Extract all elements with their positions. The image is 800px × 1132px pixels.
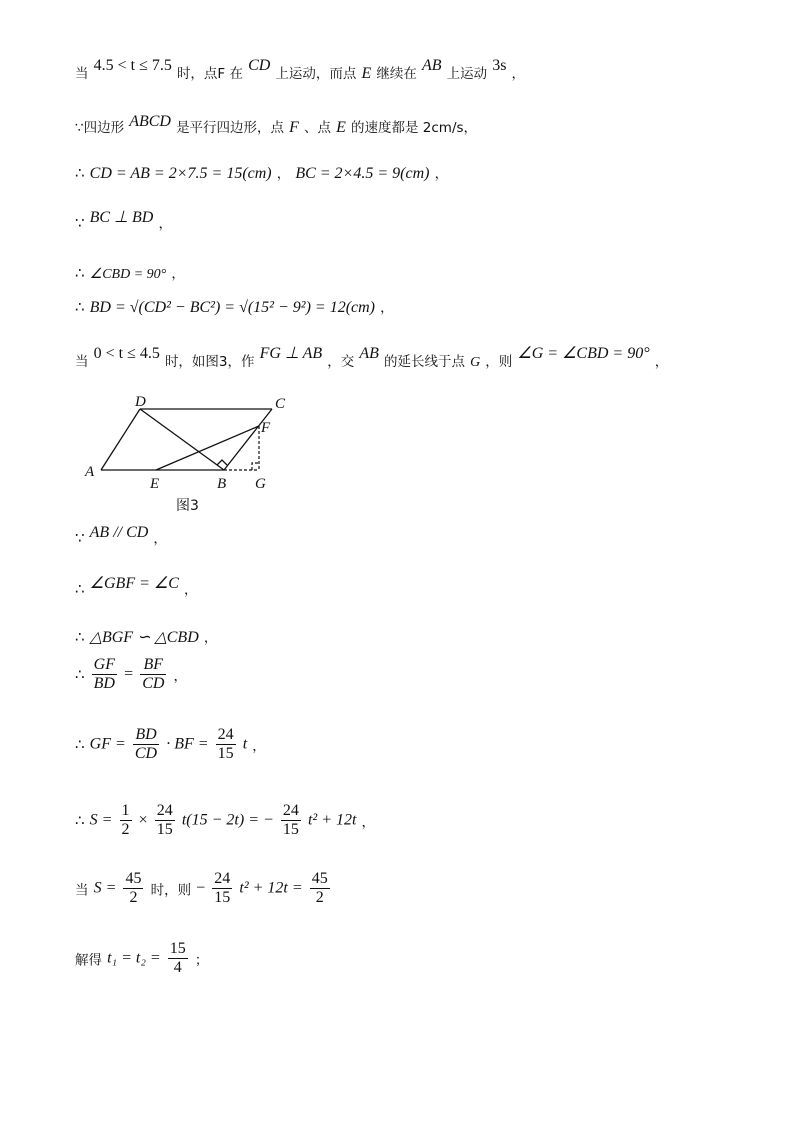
numerator: BF	[140, 656, 166, 675]
text: ∵	[75, 214, 85, 232]
math: GF =	[89, 735, 126, 753]
denominator: 4	[173, 959, 182, 976]
text: ，	[171, 266, 185, 282]
label-E: E	[150, 476, 160, 492]
right-angle-mark-G	[252, 463, 259, 470]
denominator: CD	[142, 675, 165, 692]
label-A: A	[85, 464, 95, 480]
numerator: 24	[282, 802, 299, 819]
denominator: 15	[217, 745, 234, 762]
text: ，	[654, 354, 669, 370]
text: ，	[380, 300, 394, 316]
text: ，	[434, 166, 449, 182]
text: ∴	[75, 811, 85, 830]
line-3	[75, 162, 448, 183]
line-15	[75, 940, 208, 977]
text: ，	[276, 166, 291, 182]
text: ，则	[485, 354, 513, 370]
fraction	[92, 656, 117, 693]
math: BD = √(CD² − BC²) = √(15² − 9²) = 12(cm)	[89, 299, 375, 316]
line-5	[75, 262, 185, 283]
math: ∠GBF = ∠C	[89, 575, 179, 592]
math: E	[336, 119, 346, 136]
numerator: 24	[217, 726, 234, 743]
text: ，	[252, 738, 266, 755]
math: t₁ = t₂ =	[107, 949, 161, 967]
fraction	[120, 802, 132, 839]
math: BC = 2×4.5 = 9(cm)	[295, 165, 430, 182]
line-9	[75, 575, 198, 599]
numerator: 24	[156, 802, 173, 819]
fraction	[310, 870, 330, 907]
text: ，	[173, 668, 188, 685]
line-11	[75, 656, 187, 693]
math: BC ⊥ BD	[89, 209, 154, 226]
text: ∴	[75, 264, 85, 282]
math: AB	[421, 57, 442, 74]
numerator: GF	[93, 656, 115, 673]
math: 3s	[492, 57, 507, 74]
denominator: 2	[315, 889, 324, 906]
math: S =	[93, 879, 117, 897]
fraction	[281, 802, 301, 839]
line-8	[75, 524, 167, 548]
fraction	[168, 940, 188, 977]
fraction	[133, 726, 159, 763]
text: ，	[361, 814, 376, 831]
text: ∴	[75, 665, 85, 684]
numerator: BD	[133, 726, 159, 745]
math: t² + 12t =	[239, 879, 303, 897]
denominator: 15	[214, 889, 231, 906]
text: ∴	[75, 164, 85, 182]
math: △BGF ∽ △CBD	[89, 629, 199, 646]
text: ，	[153, 531, 167, 547]
text: ∴	[75, 735, 85, 754]
text: ，交	[327, 354, 355, 370]
denominator: 2	[121, 821, 130, 838]
right-angle-mark-B	[217, 460, 227, 465]
line-14	[75, 870, 332, 907]
diagonal-DB	[140, 409, 224, 470]
math: AB // CD	[89, 524, 149, 541]
text: 上运动，而点	[275, 66, 357, 82]
minus: −	[196, 879, 206, 897]
label-F: F	[261, 420, 271, 436]
text: ，	[511, 66, 526, 82]
label-C: C	[275, 396, 286, 412]
equals: =	[124, 665, 134, 683]
text: ∵四边形	[75, 120, 125, 136]
denominator: 15	[282, 821, 299, 838]
parallelogram-diagram	[80, 392, 300, 520]
math: 4.5 < t ≤ 7.5	[93, 57, 172, 74]
math: t(15 − 2t) = −	[181, 811, 274, 829]
math: · BF =	[166, 735, 209, 753]
line-12	[75, 726, 266, 763]
numerator: 1	[121, 802, 130, 819]
text: 时，点F 在	[176, 66, 243, 82]
label-G: G	[255, 476, 266, 492]
numerator: 45	[125, 870, 142, 887]
math: AB	[359, 345, 379, 362]
fraction	[216, 726, 236, 763]
text: 当	[75, 354, 89, 370]
text: 上运动	[446, 66, 488, 82]
math: CD = AB = 2×7.5 = 15(cm)	[89, 165, 272, 182]
text: 、点	[304, 120, 332, 136]
label-B: B	[217, 476, 227, 492]
text: 时，如图3，作	[164, 354, 255, 370]
text: ∴	[75, 580, 85, 598]
text: 的延长线于点	[383, 354, 465, 370]
fraction	[155, 802, 175, 839]
math: t	[242, 735, 248, 753]
math: CD	[248, 57, 271, 74]
figure-caption: 图3	[176, 498, 199, 514]
math: G	[470, 355, 481, 370]
math: S =	[89, 811, 113, 829]
text: ，	[184, 582, 198, 598]
denominator: 15	[156, 821, 173, 838]
text: 时，则	[150, 882, 192, 899]
line-1	[75, 57, 526, 83]
math: E	[361, 65, 372, 82]
math: ∠CBD = 90°	[89, 267, 167, 282]
fraction	[123, 870, 143, 907]
text: ∴	[75, 298, 85, 316]
denominator: 2	[129, 889, 138, 906]
numerator: 45	[311, 870, 328, 887]
line-10	[75, 626, 217, 647]
edge-AD	[101, 409, 140, 470]
text: ；	[194, 952, 209, 969]
text: 是平行四边形，点	[176, 120, 285, 136]
text: ，	[158, 216, 172, 232]
fraction	[140, 656, 166, 693]
fraction	[212, 870, 232, 907]
line-6	[75, 296, 394, 317]
edge-CB	[224, 409, 272, 470]
math: t² + 12t	[307, 811, 357, 829]
text: 当	[75, 66, 89, 82]
text: 当	[75, 882, 89, 899]
line-4	[75, 209, 172, 233]
math: FG ⊥ AB	[259, 345, 323, 362]
math: 0 < t ≤ 4.5	[93, 345, 160, 362]
times: ×	[138, 811, 148, 829]
math: F	[289, 119, 299, 136]
math: ABCD	[129, 113, 171, 130]
text: 继续在	[376, 66, 417, 82]
numerator: 24	[214, 870, 231, 887]
denominator: CD	[134, 745, 158, 762]
text: 解得	[75, 952, 102, 969]
line-2	[75, 113, 478, 137]
numerator: 15	[169, 940, 186, 957]
denominator: BD	[93, 675, 115, 692]
label-D: D	[135, 394, 146, 410]
line-13	[75, 802, 375, 839]
text: ∴	[75, 628, 85, 646]
text: 的速度都是 2cm/s，	[351, 120, 478, 136]
line-7	[75, 345, 669, 371]
math: ∠G = ∠CBD = 90°	[517, 345, 650, 362]
text: ，	[203, 630, 218, 646]
figure-3	[80, 392, 300, 520]
text: ∵	[75, 529, 85, 547]
